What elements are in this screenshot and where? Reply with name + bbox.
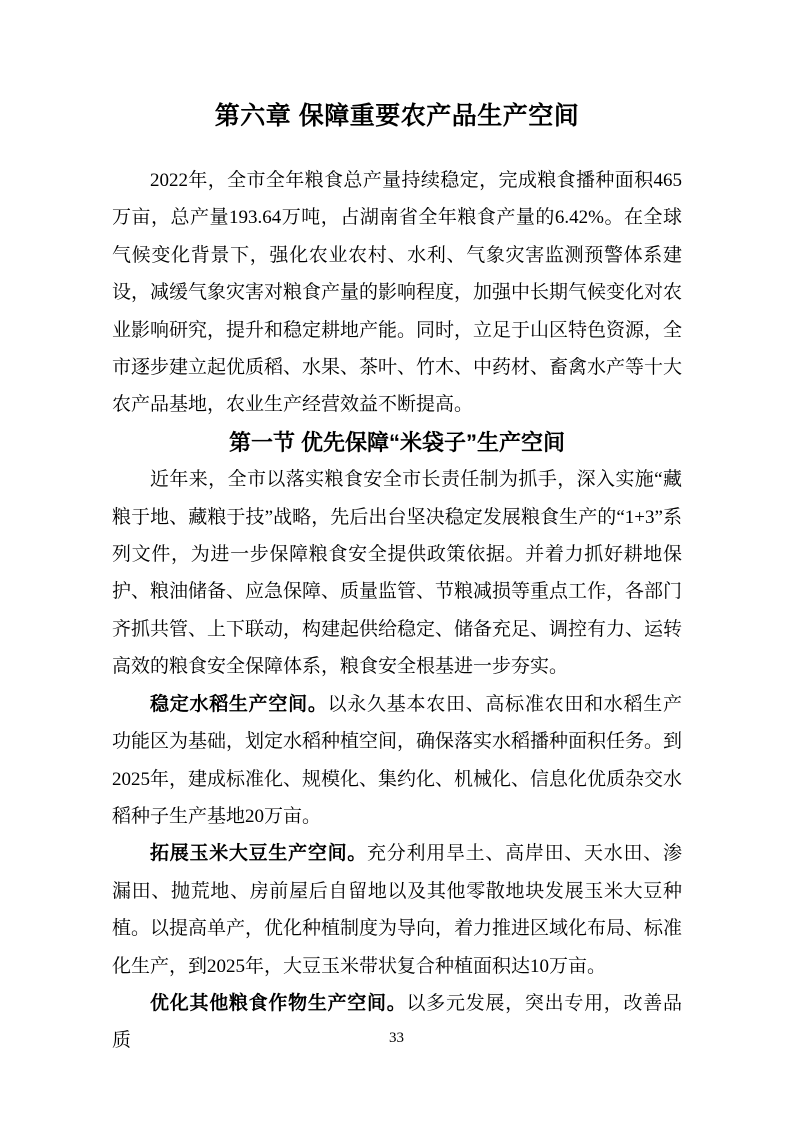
paragraph-other-crops-lead: 优化其他粮食作物生产空间。: [150, 992, 407, 1014]
section-heading: 第一节 优先保障“米袋子”生产空间: [228, 429, 566, 455]
page-number: 33: [389, 1030, 404, 1046]
chapter-heading: 第六章 保障重要农产品生产空间: [214, 102, 580, 130]
paragraph-corn-soybean-lead: 拓展玉米大豆生产空间。: [150, 843, 368, 865]
paragraph-corn-soybean-space: [112, 835, 682, 985]
paragraph-other-crops-text: 以多元发展，突出专用，改善品质: [112, 992, 682, 1052]
paragraph-other-crops-space: [112, 985, 682, 1060]
paragraph-overview: 2022年，全市全年粮食总产量持续稳定，完成粮食播种面积465万亩，总产量193.64万吨，占湖南省全年粮食产量的6.42%。在全球气候变化背景下，强化农业农村、水利、气象灾害监测预警体系建设，减缓气象灾害对粮食产量的影响程度，加强中长期气候变化对农业影响研究，提升和稳定耕地产能。同时，立足于山区特色资源，全市逐步建立起优质稻、水果、茶叶、竹木、中药材、畜禽水产等十大农产品基地，农业生产经营效益不断提高。: [112, 170, 683, 416]
paragraph-rice-space-text: 以永久基本农田、高标准农田和水稻生产功能区为基础，划定水稻种植空间，确保落实水稻播种面积任务。到2025年，建成标准化、规模化、集约化、机械化、信息化优质杂交水稻种子生产基地20万亩。: [112, 693, 683, 827]
paragraph-grain-security: 近年来，全市以落实粮食安全市长责任制为抓手，深入实施“藏粮于地、藏粮于技”战略，先后出台坚决稳定发展粮食生产的“1+3”系列文件，为进一步保障粮食安全提供政策依据。并着力抓好耕地保护、粮油储备、应急保障、质量监管、节粮减损等重点工作，各部门齐抓共管、上下联动，构建起供给稳定、储备充足、调控有力、运转高效的粮食安全保障体系，粮食安全根基进一步夯实。: [112, 469, 683, 678]
page-content: [112, 0, 682, 1060]
paragraph-rice-space-lead: 稳定水稻生产空间。: [150, 693, 328, 715]
paragraph-rice-space: [112, 686, 682, 836]
paragraph-corn-soybean-text: 充分利用旱土、高岸田、天水田、渗漏田、抛荒地、房前屋后自留地以及其他零散地块发展玉米大豆种植。以提高单产，优化种植制度为导向，着力推进区域化布局、标准化生产，到2025年，大豆玉米带状复合种植面积达10万亩。: [112, 843, 683, 977]
